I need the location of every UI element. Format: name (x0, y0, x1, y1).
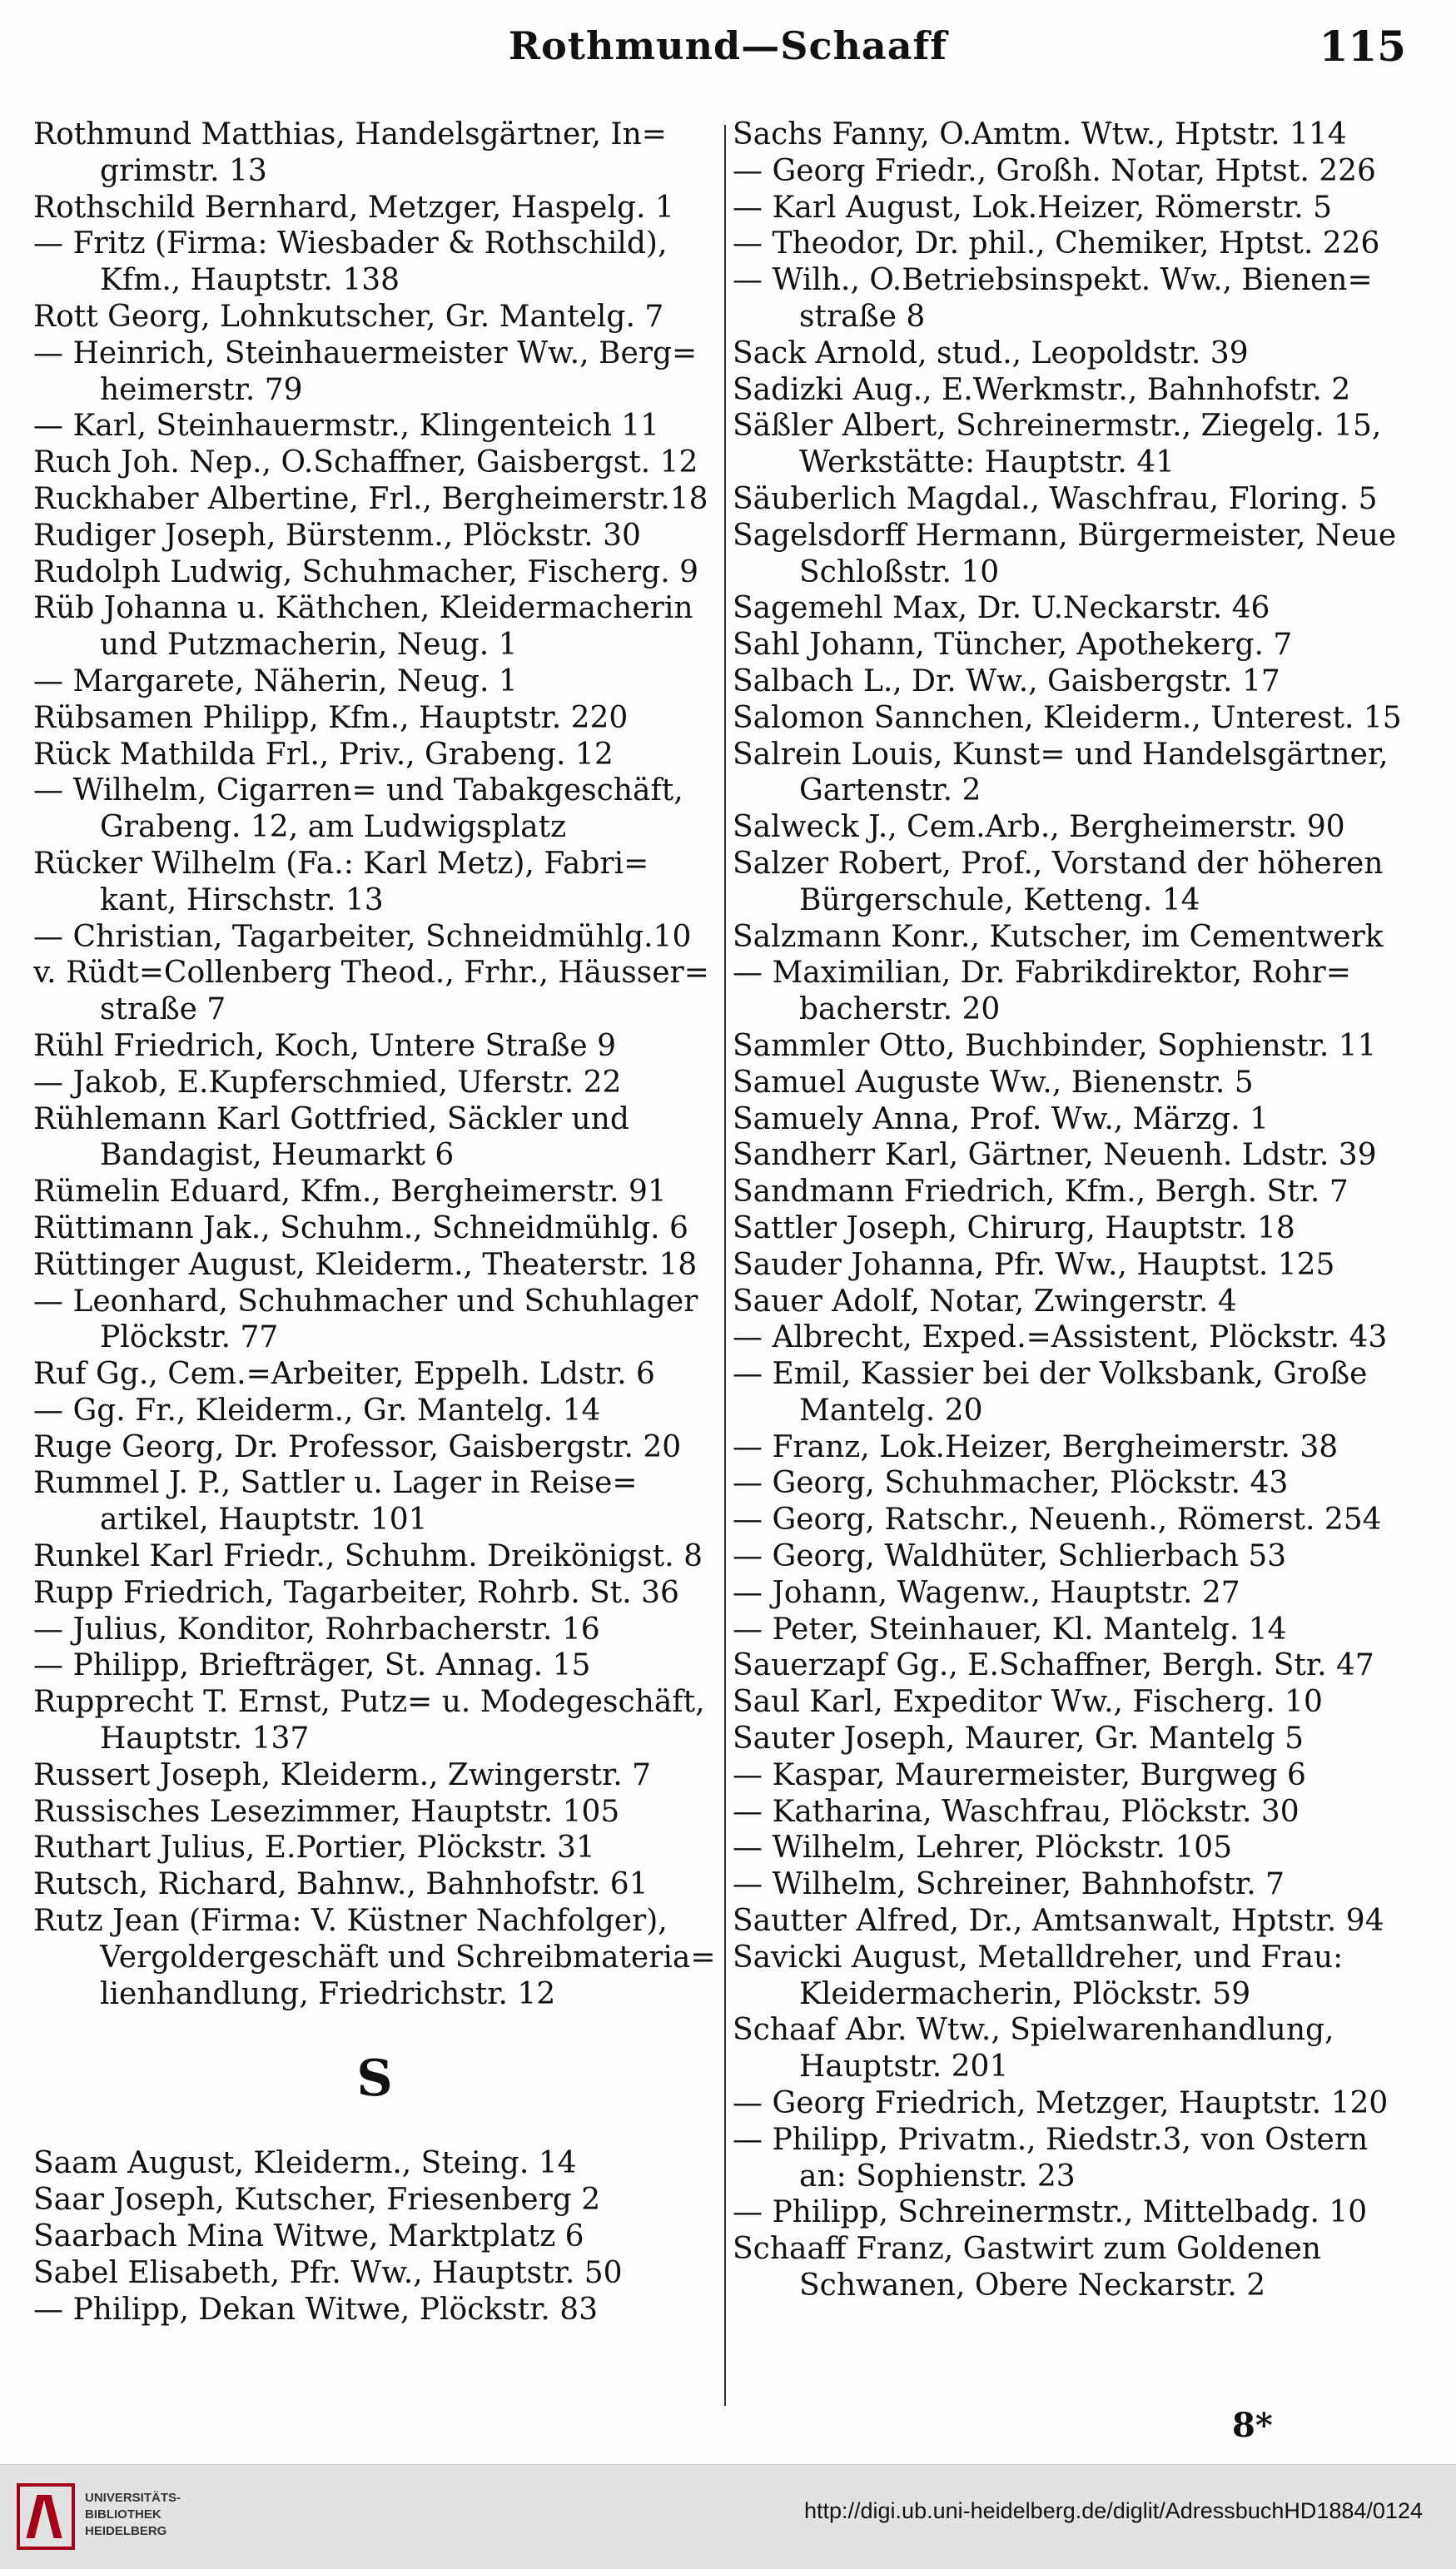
directory-entry-continuation: artikel, Hauptstr. 101 (100, 1503, 428, 1538)
directory-entry: Sauter Joseph, Maurer, Gr. Mantelg 5 (733, 1722, 1304, 1757)
directory-entry: Salbach L., Dr. Ww., Gaisbergstr. 17 (733, 663, 1280, 698)
logo-line: BIBLIOTHEK (85, 2507, 162, 2522)
right-entries (733, 117, 1424, 2304)
directory-entry: Rott Georg, Lohnkutscher, Gr. Mantelg. 7 (33, 299, 664, 334)
directory-entry: Russisches Lesezimmer, Hauptstr. 105 (33, 1794, 620, 1829)
directory-entry: Rüb Johanna u. Käthchen, Kleidermacherin (33, 591, 693, 626)
directory-entry-continuation: grimstr. 13 (100, 153, 267, 188)
directory-entry: Samuely Anna, Prof. Ww., Märzg. 1 (733, 1101, 1270, 1136)
directory-entry: Rothmund Matthias, Handelsgärtner, In= (33, 117, 667, 152)
directory-entry: Ruf Gg., Cem.=Arbeiter, Eppelh. Ldstr. 6 (33, 1357, 655, 1392)
directory-entry: Saar Joseph, Kutscher, Friesenberg 2 (33, 2183, 601, 2218)
directory-entry: Sabel Elisabeth, Pfr. Ww., Hauptstr. 50 (33, 2255, 623, 2290)
logo-line: HEIDELBERG (85, 2524, 167, 2538)
directory-entry: Ruge Georg, Dr. Professor, Gaisbergstr. 20 (33, 1429, 682, 1464)
directory-entry: — Philipp, Briefträger, St. Annag. 15 (33, 1648, 591, 1683)
directory-entry: — Wilhelm, Cigarren= und Tabakgeschäft, (33, 773, 683, 808)
directory-entry: — Theodor, Dr. phil., Chemiker, Hptst. 226 (733, 226, 1380, 261)
directory-entry: Rudolph Ludwig, Schuhmacher, Fischerg. 9 (33, 554, 699, 589)
directory-entry: Rutz Jean (Firma: V. Küstner Nachfolger), (33, 1904, 668, 1939)
directory-entry-continuation: Kleidermacherin, Plöckstr. 59 (799, 1976, 1251, 2011)
directory-entry: — Katharina, Waschfrau, Plöckstr. 30 (733, 1794, 1299, 1829)
permalink-url[interactable]: http://digi.ub.uni-heidelberg.de/diglit/AdressbuchHD1884/0124 (803, 2498, 1423, 2523)
directory-entry: — Georg, Ratschr., Neuenh., Römerst. 254 (733, 1503, 1382, 1538)
directory-entry: Sagelsdorff Hermann, Bürgermeister, Neue (733, 518, 1397, 553)
directory-entry: Sautter Alfred, Dr., Amtsanwalt, Hptstr. 94 (733, 1904, 1384, 1939)
directory-entry: Runkel Karl Friedr., Schuhm. Dreikönigst. 8 (33, 1539, 703, 1574)
directory-entry: Säuberlich Magdal., Waschfrau, Floring. 5 (733, 481, 1378, 516)
directory-entry: Saam August, Kleiderm., Steing. 14 (33, 2146, 577, 2181)
directory-entry: Sack Arnold, stud., Leopoldstr. 39 (733, 335, 1249, 370)
directory-entry-continuation: Hauptstr. 201 (799, 2050, 1009, 2085)
directory-entry: — Johann, Wagenw., Hauptstr. 27 (733, 1575, 1240, 1610)
directory-entry: Rümelin Eduard, Kfm., Bergheimerstr. 91 (33, 1175, 667, 1210)
directory-entry: Salzer Robert, Prof., Vorstand der höheren (733, 846, 1384, 881)
directory-entry: — Philipp, Dekan Witwe, Plöckstr. 83 (33, 2292, 599, 2327)
library-logo-icon (17, 2483, 75, 2550)
directory-entry: Ruckhaber Albertine, Frl., Bergheimerstr.18 (33, 481, 708, 516)
directory-entry: Rücker Wilhelm (Fa.: Karl Metz), Fabri= (33, 846, 649, 881)
directory-entry: — Karl August, Lok.Heizer, Römerstr. 5 (733, 190, 1333, 225)
directory-entry: Sahl Johann, Tüncher, Apothekerg. 7 (733, 628, 1293, 663)
directory-entry: — Wilhelm, Lehrer, Plöckstr. 105 (733, 1831, 1233, 1866)
directory-entry: Rupprecht T. Ernst, Putz= u. Modegeschäft, (33, 1685, 705, 1720)
directory-entry: Ruch Joh. Nep., O.Schaffner, Gaisbergst. 12 (33, 445, 698, 480)
directory-entry: Sattler Joseph, Chirurg, Hauptstr. 18 (733, 1210, 1295, 1245)
directory-entry-continuation: kant, Hirschstr. 13 (100, 882, 384, 917)
directory-entry: — Karl, Steinhauermstr., Klingenteich 11 (33, 409, 660, 444)
directory-entry-continuation: Bürgerschule, Ketteng. 14 (799, 882, 1200, 917)
directory-entry: — Georg Friedrich, Metzger, Hauptstr. 120 (733, 2086, 1389, 2121)
directory-entry: Sauer Adolf, Notar, Zwingerstr. 4 (733, 1284, 1237, 1319)
directory-entry-continuation: straße 8 (799, 299, 926, 334)
directory-entry: Rühlemann Karl Gottfried, Säckler und (33, 1101, 629, 1136)
directory-entry: — Philipp, Schreinermstr., Mittelbadg. 10 (733, 2195, 1368, 2230)
left-column (33, 117, 716, 2328)
page-number: 115 (1319, 22, 1406, 71)
running-head: Rothmund—Schaaff (508, 23, 948, 68)
directory-entry: Salzmann Konr., Kutscher, im Cementwerk (733, 919, 1384, 954)
directory-entry-continuation: Kfm., Hauptstr. 138 (100, 263, 400, 298)
directory-entry: Saarbach Mina Witwe, Marktplatz 6 (33, 2219, 584, 2254)
directory-entry: — Georg, Schuhmacher, Plöckstr. 43 (733, 1466, 1289, 1501)
directory-entry: — Franz, Lok.Heizer, Bergheimerstr. 38 (733, 1429, 1339, 1464)
directory-entry: Sadizki Aug., E.Werkmstr., Bahnhofstr. 2 (733, 372, 1351, 407)
directory-entry: — Leonhard, Schuhmacher und Schuhlager (33, 1284, 698, 1319)
directory-entry: — Philipp, Privatm., Riedstr.3, von Ostern (733, 2122, 1369, 2157)
directory-entry: — Georg, Waldhüter, Schlierbach 53 (733, 1539, 1287, 1574)
directory-entry-continuation: Mantelg. 20 (799, 1393, 983, 1428)
directory-entry-continuation: Grabeng. 12, am Ludwigsplatz (100, 810, 567, 845)
directory-entry: — Emil, Kassier bei der Volksbank, Große (733, 1357, 1368, 1392)
directory-entry: Savicki August, Metalldreher, und Frau: (733, 1940, 1344, 1975)
directory-entry-continuation: Plöckstr. 77 (100, 1320, 279, 1355)
directory-entry: Samuel Auguste Ww., Bienenstr. 5 (733, 1065, 1254, 1100)
directory-entry-continuation: bacherstr. 20 (799, 992, 1001, 1027)
signature-mark: 8* (1232, 2406, 1273, 2445)
directory-entry: Rück Mathilda Frl., Priv., Grabeng. 12 (33, 737, 614, 772)
directory-entry-continuation: und Putzmacherin, Neug. 1 (100, 628, 518, 663)
directory-entry: Salomon Sannchen, Kleiderm., Unterest. 15 (733, 700, 1402, 735)
section-letter-heading: S (356, 2050, 393, 2109)
directory-entry: — Wilh., O.Betriebsinspekt. Ww., Bienen= (733, 263, 1373, 298)
directory-entry: — Margarete, Näherin, Neug. 1 (33, 663, 518, 698)
directory-entry: v. Rüdt=Collenberg Theod., Frhr., Häusser= (33, 956, 709, 991)
directory-entry: — Gg. Fr., Kleiderm., Gr. Mantelg. 14 (33, 1393, 601, 1428)
directory-entry: Rudiger Joseph, Bürstenm., Plöckstr. 30 (33, 518, 641, 553)
directory-entry: — Fritz (Firma: Wiesbader & Rothschild), (33, 226, 668, 261)
library-logo-text (85, 2490, 181, 2540)
directory-entry-continuation: Gartenstr. 2 (799, 773, 981, 808)
directory-entry: Russert Joseph, Kleiderm., Zwingerstr. 7 (33, 1757, 651, 1792)
directory-entry: — Christian, Tagarbeiter, Schneidmühlg.10 (33, 919, 692, 954)
directory-entry: Sandherr Karl, Gärtner, Neuenh. Ldstr. 39 (733, 1138, 1377, 1173)
library-logo[interactable] (17, 2480, 191, 2555)
directory-entry: Rübsamen Philipp, Kfm., Hauptstr. 220 (33, 700, 629, 735)
viewer-footer (0, 2464, 1456, 2569)
directory-entry: Sachs Fanny, O.Amtm. Wtw., Hptstr. 114 (733, 117, 1347, 152)
directory-entry: — Maximilian, Dr. Fabrikdirektor, Rohr= (733, 956, 1351, 991)
directory-entry-continuation: Vergoldergeschäft und Schreibmateria= (100, 1940, 716, 1975)
directory-entry: Rühl Friedrich, Koch, Untere Straße 9 (33, 1028, 617, 1063)
directory-entry: — Albrecht, Exped.=Assistent, Plöckstr. 43 (733, 1320, 1388, 1355)
directory-entry: — Georg Friedr., Großh. Notar, Hptst. 226 (733, 153, 1376, 188)
directory-entry: — Peter, Steinhauer, Kl. Mantelg. 14 (733, 1612, 1287, 1647)
directory-entry: Rummel J. P., Sattler u. Lager in Reise= (33, 1466, 638, 1501)
directory-entry: Saul Karl, Expeditor Ww., Fischerg. 10 (733, 1685, 1323, 1720)
directory-entry-continuation: straße 7 (100, 992, 226, 1027)
directory-entry-continuation: Schloßstr. 10 (799, 554, 1000, 589)
directory-entry: Sauder Johanna, Pfr. Ww., Hauptst. 125 (733, 1247, 1335, 1282)
left-entries-before-section (33, 117, 716, 2012)
directory-entry: Rothschild Bernhard, Metzger, Haspelg. 1 (33, 190, 674, 225)
directory-entry: Rutsch, Richard, Bahnw., Bahnhofstr. 61 (33, 1867, 648, 1902)
directory-entry: Rüttinger August, Kleiderm., Theaterstr. 18 (33, 1247, 698, 1282)
directory-entry: — Kaspar, Maurermeister, Burgweg 6 (733, 1757, 1306, 1792)
directory-entry: Schaaf Abr. Wtw., Spielwarenhandlung, (733, 2013, 1334, 2048)
directory-entry-continuation: Schwanen, Obere Neckarstr. 2 (799, 2268, 1266, 2303)
directory-entry: Salweck J., Cem.Arb., Bergheimerstr. 90 (733, 810, 1345, 845)
right-column (733, 117, 1424, 2304)
directory-entry: Sandmann Friedrich, Kfm., Bergh. Str. 7 (733, 1175, 1349, 1210)
directory-entry: Sammler Otto, Buchbinder, Sophienstr. 11 (733, 1028, 1377, 1063)
directory-entry: Rupp Friedrich, Tagarbeiter, Rohrb. St. 36 (33, 1575, 679, 1610)
directory-entry: — Julius, Konditor, Rohrbacherstr. 16 (33, 1612, 600, 1647)
directory-entry-continuation: Bandagist, Heumarkt 6 (100, 1138, 455, 1173)
directory-entry: Sauerzapf Gg., E.Schaffner, Bergh. Str. 47 (733, 1648, 1374, 1683)
directory-entry: — Heinrich, Steinhauermeister Ww., Berg= (33, 335, 698, 370)
directory-entry: — Wilhelm, Schreiner, Bahnhofstr. 7 (733, 1867, 1285, 1902)
directory-entry-continuation: heimerstr. 79 (100, 372, 303, 407)
directory-entry-continuation: Hauptstr. 137 (100, 1722, 310, 1757)
directory-entry: Salrein Louis, Kunst= und Handelsgärtner, (733, 737, 1389, 772)
directory-entry: — Jakob, E.Kupferschmied, Uferstr. 22 (33, 1065, 622, 1100)
directory-entry: Sagemehl Max, Dr. U.Neckarstr. 46 (733, 591, 1270, 626)
directory-entry-continuation: an: Sophienstr. 23 (799, 2159, 1076, 2194)
directory-entry-continuation: lienhandlung, Friedrichstr. 12 (100, 1976, 556, 2011)
left-entries-after-section (33, 2145, 716, 2328)
logo-line: UNIVERSITÄTS- (85, 2491, 181, 2505)
directory-entry: Schaaff Franz, Gastwirt zum Goldenen (733, 2232, 1321, 2267)
directory-entry: Rüttimann Jak., Schuhm., Schneidmühlg. 6 (33, 1210, 688, 1245)
directory-entry: Ruthart Julius, E.Portier, Plöckstr. 31 (33, 1831, 595, 1866)
directory-entry: Säßler Albert, Schreinermstr., Ziegelg. 15, (733, 409, 1382, 444)
directory-entry-continuation: Werkstätte: Hauptstr. 41 (799, 445, 1175, 480)
column-divider (724, 125, 726, 2406)
